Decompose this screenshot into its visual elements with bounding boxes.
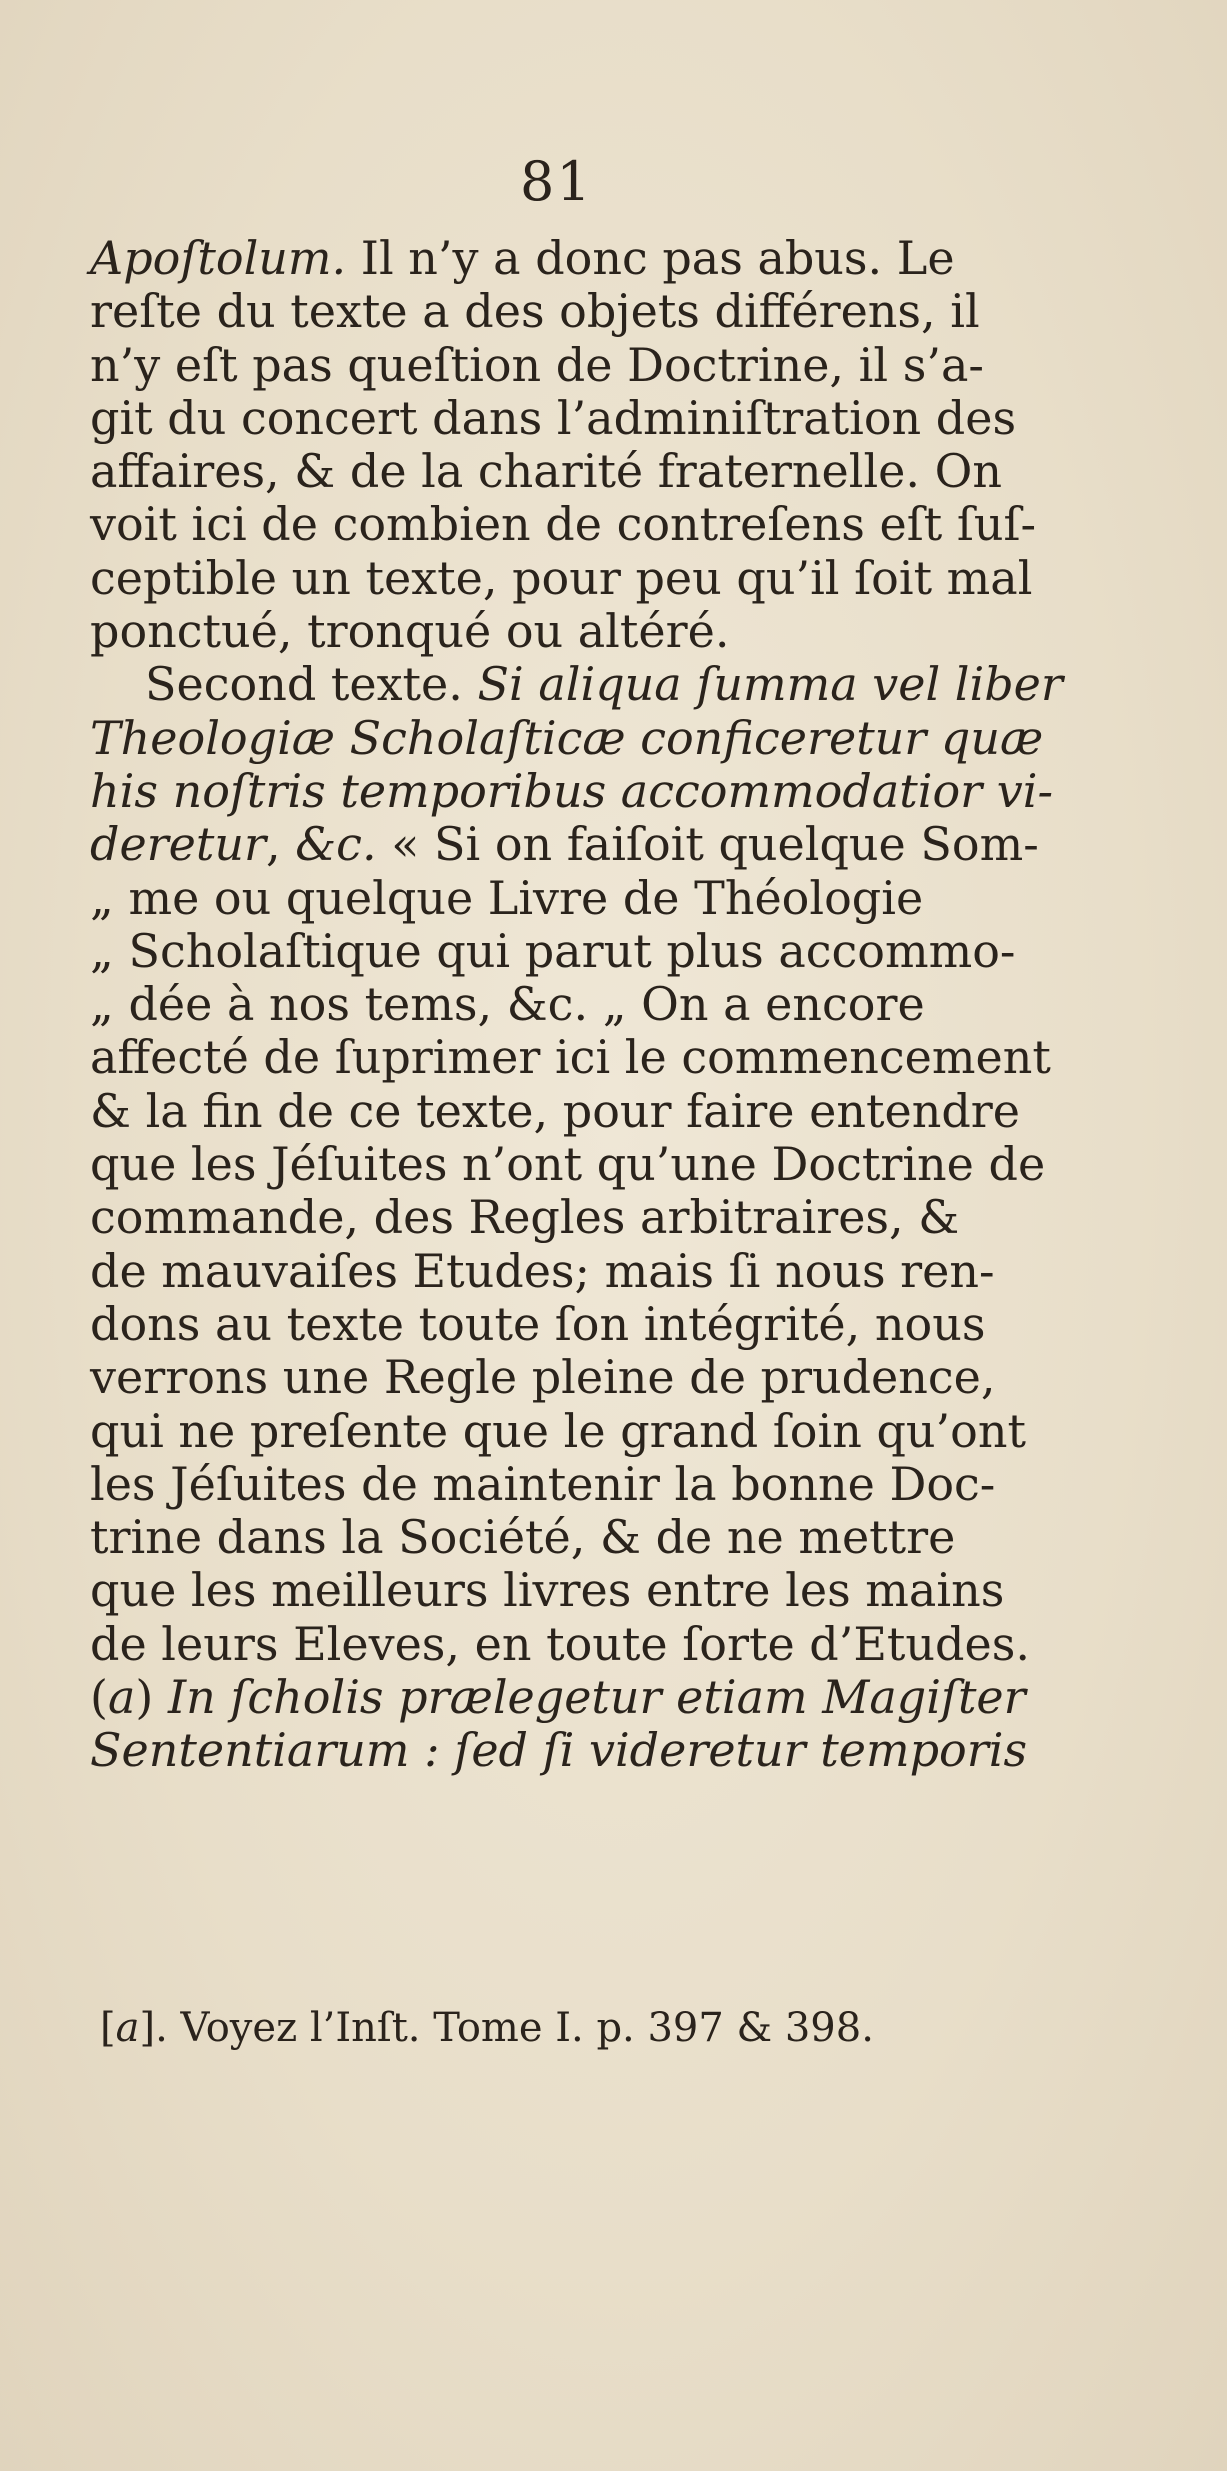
roman-text: verrons une Regle pleine de prudence,: [90, 1350, 996, 1405]
roman-text: reſte du texte a des objets différens, il: [90, 284, 980, 339]
roman-text: ceptible un texte, pour peu qu’il ſoit mal: [90, 550, 1033, 605]
roman-text: Il n’y a donc pas abus. Le: [346, 231, 955, 285]
roman-text: que les Jéſuites n’ont qu’une Doctrine de: [90, 1137, 1046, 1192]
text-line: [90, 1564, 1090, 1617]
text-line: [90, 765, 1090, 818]
italic-text: Si aliqua ſumma vel liber: [477, 657, 1063, 712]
roman-text: dons au texte toute ſon intégrité, nous: [90, 1296, 986, 1351]
text-line: [90, 658, 1090, 711]
italic-text: Apoſtolum.: [90, 231, 347, 285]
italic-text: Sententiarum : ſed ſi videretur temporis: [90, 1723, 1028, 1778]
text-line: [90, 978, 1090, 1031]
text-line: [90, 232, 1090, 285]
italic-text: deretur: [90, 817, 266, 872]
text-line: [90, 1724, 1090, 1777]
roman-text: affaires, & de la charité fraternelle. On: [90, 444, 1002, 499]
text-line: [90, 1191, 1090, 1244]
body-text: [90, 232, 1090, 1778]
roman-text: git du concert dans l’adminiſtration des: [90, 390, 1017, 445]
roman-text: que les meilleurs livres entre les mains: [90, 1563, 1005, 1618]
text-line: [90, 1085, 1090, 1138]
roman-text: commande, des Regles arbitraires, &: [90, 1190, 960, 1245]
roman-text: qui ne preſente que le grand ſoin qu’ont: [90, 1403, 1026, 1458]
text-line: [90, 339, 1090, 392]
roman-text: Second texte.: [145, 657, 478, 712]
text-line: [90, 1245, 1090, 1298]
text-line: [90, 1618, 1090, 1671]
text-line: [90, 552, 1090, 605]
roman-text: trine dans la Société, & de ne mettre: [90, 1510, 956, 1565]
footnote: [100, 2005, 874, 2051]
roman-text: ,: [265, 817, 296, 872]
roman-text: ]. Voyez l’Inſt. Tome I. p. 397 & 398.: [139, 2005, 874, 2051]
text-line: [90, 925, 1090, 978]
text-line: [90, 605, 1090, 658]
italic-text: a: [107, 1670, 136, 1725]
roman-text: n’y eſt pas queſtion de Doctrine, il s’a-: [90, 337, 984, 392]
roman-text: « Si on faiſoit quelque Som-: [376, 817, 1039, 872]
roman-text: de leurs Eleves, en toute ſorte d’Etudes.: [90, 1616, 1030, 1671]
roman-text: ponctué, tronqué ou altéré.: [90, 604, 730, 659]
text-line: [90, 872, 1090, 925]
italic-text: In ſcholis prælegetur etiam Magiſter: [167, 1670, 1026, 1725]
text-line: [90, 1031, 1090, 1084]
italic-text: &c.: [295, 817, 377, 872]
roman-text: „ dée à nos tems, &c. „ On a encore: [90, 977, 925, 1032]
text-line: [90, 1511, 1090, 1564]
text-line: [90, 285, 1090, 338]
text-line: [90, 1671, 1090, 1724]
italic-text: Theologiæ Scholaſticæ conficeretur quæ: [90, 710, 1044, 765]
text-line: [90, 1298, 1090, 1351]
roman-text: de mauvaiſes Etudes; mais ſi nous ren-: [90, 1243, 995, 1298]
roman-text: „ Scholaſtique qui parut plus accommo-: [90, 923, 1016, 978]
text-line: [90, 498, 1090, 551]
text-line: [90, 818, 1090, 871]
italic-text: a: [115, 2005, 140, 2051]
page-number: 81: [520, 150, 593, 213]
roman-text: les Jéſuites de maintenir la bonne Doc-: [90, 1456, 996, 1511]
roman-text: & la fin de ce texte, pour faire entendre: [90, 1083, 1020, 1138]
text-line: [90, 445, 1090, 498]
text-line: [90, 1405, 1090, 1458]
roman-text: ): [135, 1670, 168, 1725]
roman-text: [: [100, 2005, 116, 2051]
roman-text: affecté de ſuprimer ici le commencement: [90, 1030, 1051, 1085]
roman-text: (: [90, 1670, 108, 1725]
italic-text: his noſtris temporibus accommodatior vi-: [90, 763, 1053, 818]
roman-text: voit ici de combien de contreſens eſt ſuſ-: [90, 497, 1037, 552]
text-line: [90, 712, 1090, 765]
text-line: [90, 1458, 1090, 1511]
text-line: [90, 1351, 1090, 1404]
roman-text: „ me ou quelque Livre de Théologie: [90, 870, 924, 925]
text-line: [90, 1138, 1090, 1191]
text-line: [90, 392, 1090, 445]
